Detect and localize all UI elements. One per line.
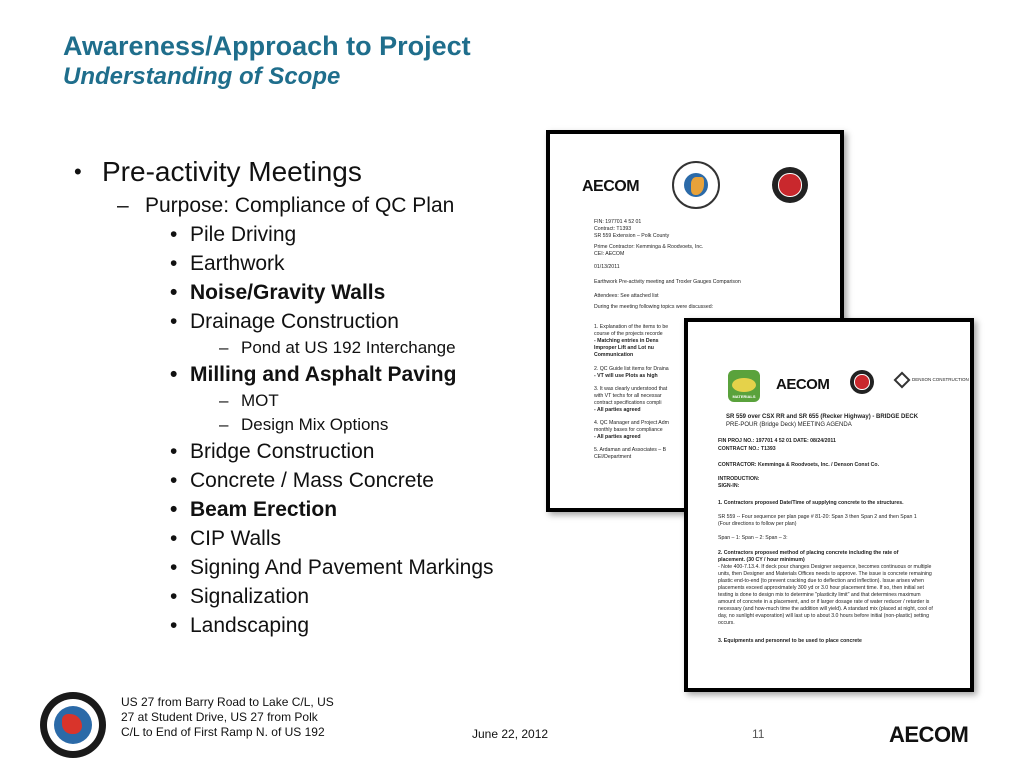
document-line: Contract: T1393 bbox=[594, 226, 632, 232]
document-line: placements exceed approximately 300 yd or 3.0 hour placement time. If so, then initial set bbox=[718, 585, 924, 591]
document-line: 2. Contractors proposed method of placing concrete including the rate of bbox=[718, 550, 899, 556]
document-line: 1. Contractors proposed Date/Time of supplying concrete to the structures. bbox=[718, 500, 904, 506]
document-line: course of the projects recorde bbox=[594, 331, 663, 337]
document-line: PRE-POUR (Bridge Deck) MEETING AGENDA bbox=[726, 422, 852, 428]
document-line: Improper Lift and Lot nu bbox=[594, 345, 654, 351]
document-line: SIGN-IN: bbox=[718, 483, 740, 489]
document-line: Communication bbox=[594, 352, 634, 358]
document-line: SR 559 -- Four sequence per plan page # 81-20: Span 3 then Span 2 and then Span 1 bbox=[718, 514, 917, 520]
document-line: Span – 1: Span – 2: Span – 3: bbox=[718, 535, 788, 541]
bullet-item: • Milling and Asphalt Paving bbox=[60, 360, 560, 389]
document-line: CONTRACTOR: Kemminga & Roodvoets, Inc. / Denson Const Co. bbox=[718, 462, 880, 468]
document-line: placement. (30 CY / hour minimum) bbox=[718, 557, 805, 563]
bullet-main: • Pre-activity Meetings bbox=[60, 153, 560, 191]
materials-label: MATERIALS bbox=[732, 394, 756, 399]
document-line: SR 559 Extension – Polk County bbox=[594, 233, 670, 239]
bullet-purpose: – Purpose: Compliance of QC Plan bbox=[60, 191, 560, 220]
aecom-logo: AECOM bbox=[889, 722, 969, 747]
document-line: day, no sunlight evaporation) will last up to about 3.0 hours before initial (non-plastic) setting bbox=[718, 613, 929, 619]
document-line: SR 559 over CSX RR and SR 655 (Recker Highway) - BRIDGE DECK bbox=[726, 414, 919, 420]
document-line: plastic end-to-end (to prevent cracking due to deflection and inflection). Issue arises when bbox=[718, 578, 924, 584]
bullet-item: • Beam Erection bbox=[60, 495, 560, 524]
bullet-item: • Signing And Pavement Markings bbox=[60, 553, 560, 582]
document-line: - Note 400-7.13.4. If deck pour changes Designer sequence, becomes continuous or multiple bbox=[718, 564, 932, 570]
document-line: 1. Explanation of the items to be bbox=[594, 324, 669, 330]
document-line: 3. It was clearly understood that bbox=[594, 386, 668, 392]
contractor-seal-icon bbox=[850, 370, 874, 394]
document-line: - All parties agreed bbox=[594, 407, 641, 413]
bullet-list bbox=[60, 153, 560, 640]
document-line: 3. Equipments and personnel to be used to place concrete bbox=[718, 638, 862, 644]
fdot-seal-icon bbox=[672, 161, 720, 209]
document-line: amount of concrete in a placement, and or if larger dosage rate of water reducer / retarder is bbox=[718, 599, 930, 605]
document-line: occurs. bbox=[718, 620, 735, 626]
bullet-item: • Pile Driving bbox=[60, 220, 560, 249]
bullet-item: • Signalization bbox=[60, 582, 560, 611]
document-line: with VT techs for all necessar bbox=[594, 393, 662, 399]
document-line: CEI/Department bbox=[594, 454, 632, 460]
bullet-item: • Bridge Construction bbox=[60, 437, 560, 466]
document-line: monthly bases for compliance bbox=[594, 427, 663, 433]
pre-pour-agenda-document bbox=[684, 318, 974, 692]
document-line: testing is done to design mix to determine "plasticity limit" and that determines maximum bbox=[718, 592, 921, 598]
sub-bullet-item: – Pond at US 192 Interchange bbox=[60, 336, 560, 360]
document-line: 5. Ardaman and Associates – B bbox=[594, 447, 667, 453]
document-line: (Four directions to follow per plan) bbox=[718, 521, 797, 527]
bullet-item: • Drainage Construction bbox=[60, 307, 560, 336]
footer-date: June 22, 2012 bbox=[472, 727, 549, 741]
slide-subtitle: Understanding of Scope bbox=[63, 63, 341, 90]
aecom-logo: AECOM bbox=[776, 376, 830, 393]
document-line: - Matching entries in Dens bbox=[594, 338, 659, 344]
materials-logo-icon bbox=[728, 370, 760, 402]
document-line: Attendees: See attached list bbox=[594, 293, 659, 299]
document-line: FIN PROJ NO.: 197701 4 52 01 DATE: 08/24/2011 bbox=[718, 438, 836, 444]
document-line: CONTRACT NO.: T1393 bbox=[718, 446, 776, 452]
project-description: US 27 from Barry Road to Lake C/L, US 27 at Student Drive, US 27 from Polk C/L to End of First Ramp N. of US 192 bbox=[121, 695, 334, 739]
document-line: During the meeting following topics were discussed: bbox=[594, 304, 714, 310]
document-line: - All parties agreed bbox=[594, 434, 641, 440]
bullet-item: • CIP Walls bbox=[60, 524, 560, 553]
page-number: 11 bbox=[752, 727, 765, 741]
bullet-item: • Concrete / Mass Concrete bbox=[60, 466, 560, 495]
document-line: 01/13/2011 bbox=[594, 264, 620, 270]
document-line: 2. QC Guide list items for Draina bbox=[594, 366, 669, 372]
document-line: CEI: AECOM bbox=[594, 251, 625, 257]
document-line: INTRODUCTION: bbox=[718, 476, 760, 482]
contractor-seal-icon bbox=[772, 167, 808, 203]
document-line: FIN: 197701 4 52 01 bbox=[594, 219, 642, 225]
sub-bullet-item: – MOT bbox=[60, 389, 560, 413]
slide-title bbox=[63, 30, 471, 92]
sub-bullet-item: – Design Mix Options bbox=[60, 413, 560, 437]
document-line: - VT will use Plots as high bbox=[594, 373, 658, 379]
document-line: units, then Designer and Materials Offices needs to approve. The issue is concrete remaining bbox=[718, 571, 932, 577]
bullet-item: • Landscaping bbox=[60, 611, 560, 640]
bullet-item: • Earthwork bbox=[60, 249, 560, 278]
aecom-logo: AECOM bbox=[582, 178, 640, 195]
denson-logo-icon bbox=[894, 372, 911, 389]
slide-title-line1: Awareness/Approach to Project bbox=[63, 31, 471, 61]
denson-label: DENSON CONSTRUCTION bbox=[912, 377, 969, 382]
document-line: Prime Contractor: Kemminga & Roodvoets, Inc. bbox=[594, 244, 704, 250]
fdot-seal-icon bbox=[40, 692, 106, 758]
document-line: necessary (and how-much time the addition will yield). A standard mix (placed at night, cool of bbox=[718, 606, 933, 612]
document-line: Earthwork Pre-activity meeting and Troxler Gauges Comparison bbox=[594, 279, 741, 285]
bullet-item: • Noise/Gravity Walls bbox=[60, 278, 560, 307]
document-line: contract specifications compli bbox=[594, 400, 662, 406]
document-line: 4. QC Manager and Project Adm bbox=[594, 420, 669, 426]
